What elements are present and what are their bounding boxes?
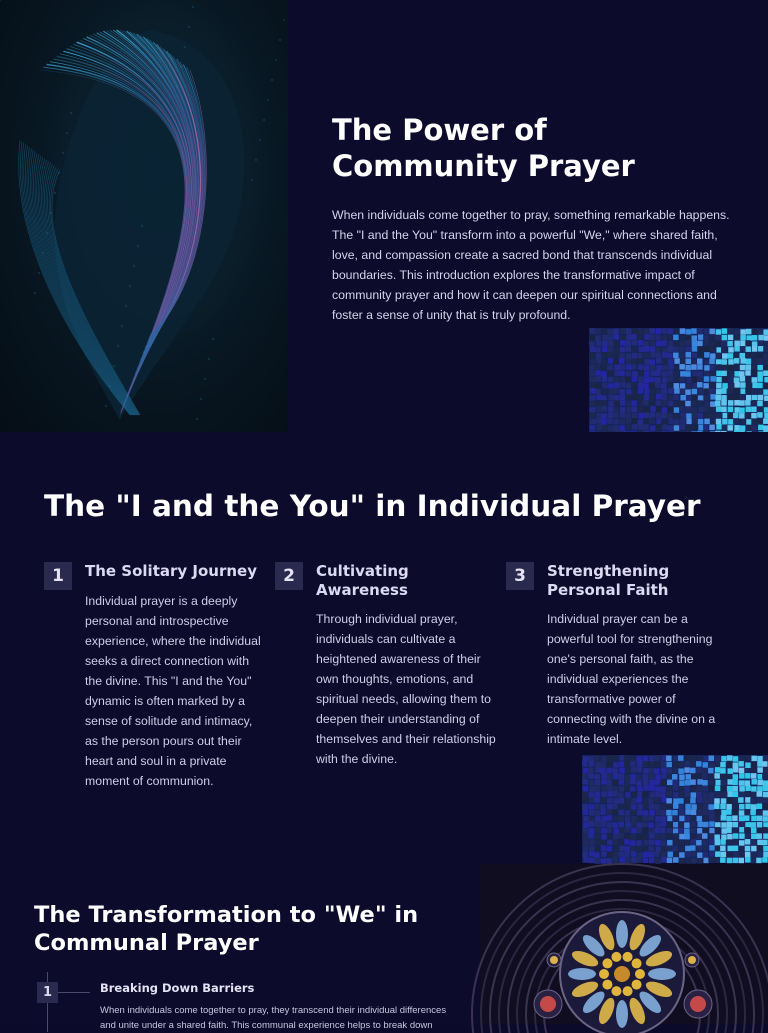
intro-paragraph: When individuals come together to pray, something remarkable happens. The "I and the You" transform into a powerful "We," where shared faith, love, and compassion create a sacred bond that transcends individual boundaries. This introduction explores the transformative impact of community prayer and how it can deepen our spiritual connections and foster a sense of unity that is truly profound. [332, 208, 730, 322]
step-description: Through individual prayer, individuals can cultivate a heightened awareness of their own thoughts, emotions, and spiritual needs, allowing them to deepen their understanding of themselves and their relationship with the divine. [316, 612, 496, 766]
step-number-badge: 1 [44, 562, 72, 590]
slide-communal-prayer [0, 864, 768, 1031]
section-title: The Transformation to "We" in Communal Prayer [34, 902, 419, 956]
stained-glass-window-image [480, 864, 768, 1024]
step-number-badge: 3 [506, 562, 534, 590]
abstract-wave-image [0, 0, 288, 432]
step-number-badge: 2 [275, 562, 303, 590]
abstract-wave-graphic [0, 0, 288, 432]
step-title: The Solitary Journey [85, 562, 257, 580]
step-title: Cultivating Awareness [316, 562, 409, 599]
step-description: Individual prayer is a deeply personal and introspective experience, where the individual seeks a direct connection with the divine. This "I and the You" dynamic is often marked by a sense of solitude and intimacy, as the person pours out their heart and soul in a private moment of communion. [85, 594, 261, 788]
step-description: Individual prayer can be a powerful tool for strengthening one's personal faith, as the individual experiences the transformative power of connecting with the divine on a intimate level. [547, 612, 716, 746]
slide-intro [0, 0, 768, 432]
section-title: The "I and the You" in Individual Prayer [44, 489, 701, 523]
mosaic-texture-image [589, 328, 768, 432]
timeline-connector [58, 992, 90, 993]
timeline-item-title: Breaking Down Barriers [100, 981, 255, 995]
timeline-item-description: When individuals come together to pray, they transcend their individual differences and unite under a shared faith. This communal experience helps to break down [100, 1005, 447, 1031]
mosaic-texture-graphic [589, 328, 768, 432]
mosaic-texture-graphic [582, 755, 768, 863]
timeline-number-badge: 1 [37, 982, 58, 1003]
step-title: Strengthening Personal Faith [547, 562, 670, 599]
mosaic-texture-image [582, 755, 768, 863]
page-title: The Power of Community Prayer [332, 113, 635, 183]
rose-window-graphic [480, 864, 768, 1024]
